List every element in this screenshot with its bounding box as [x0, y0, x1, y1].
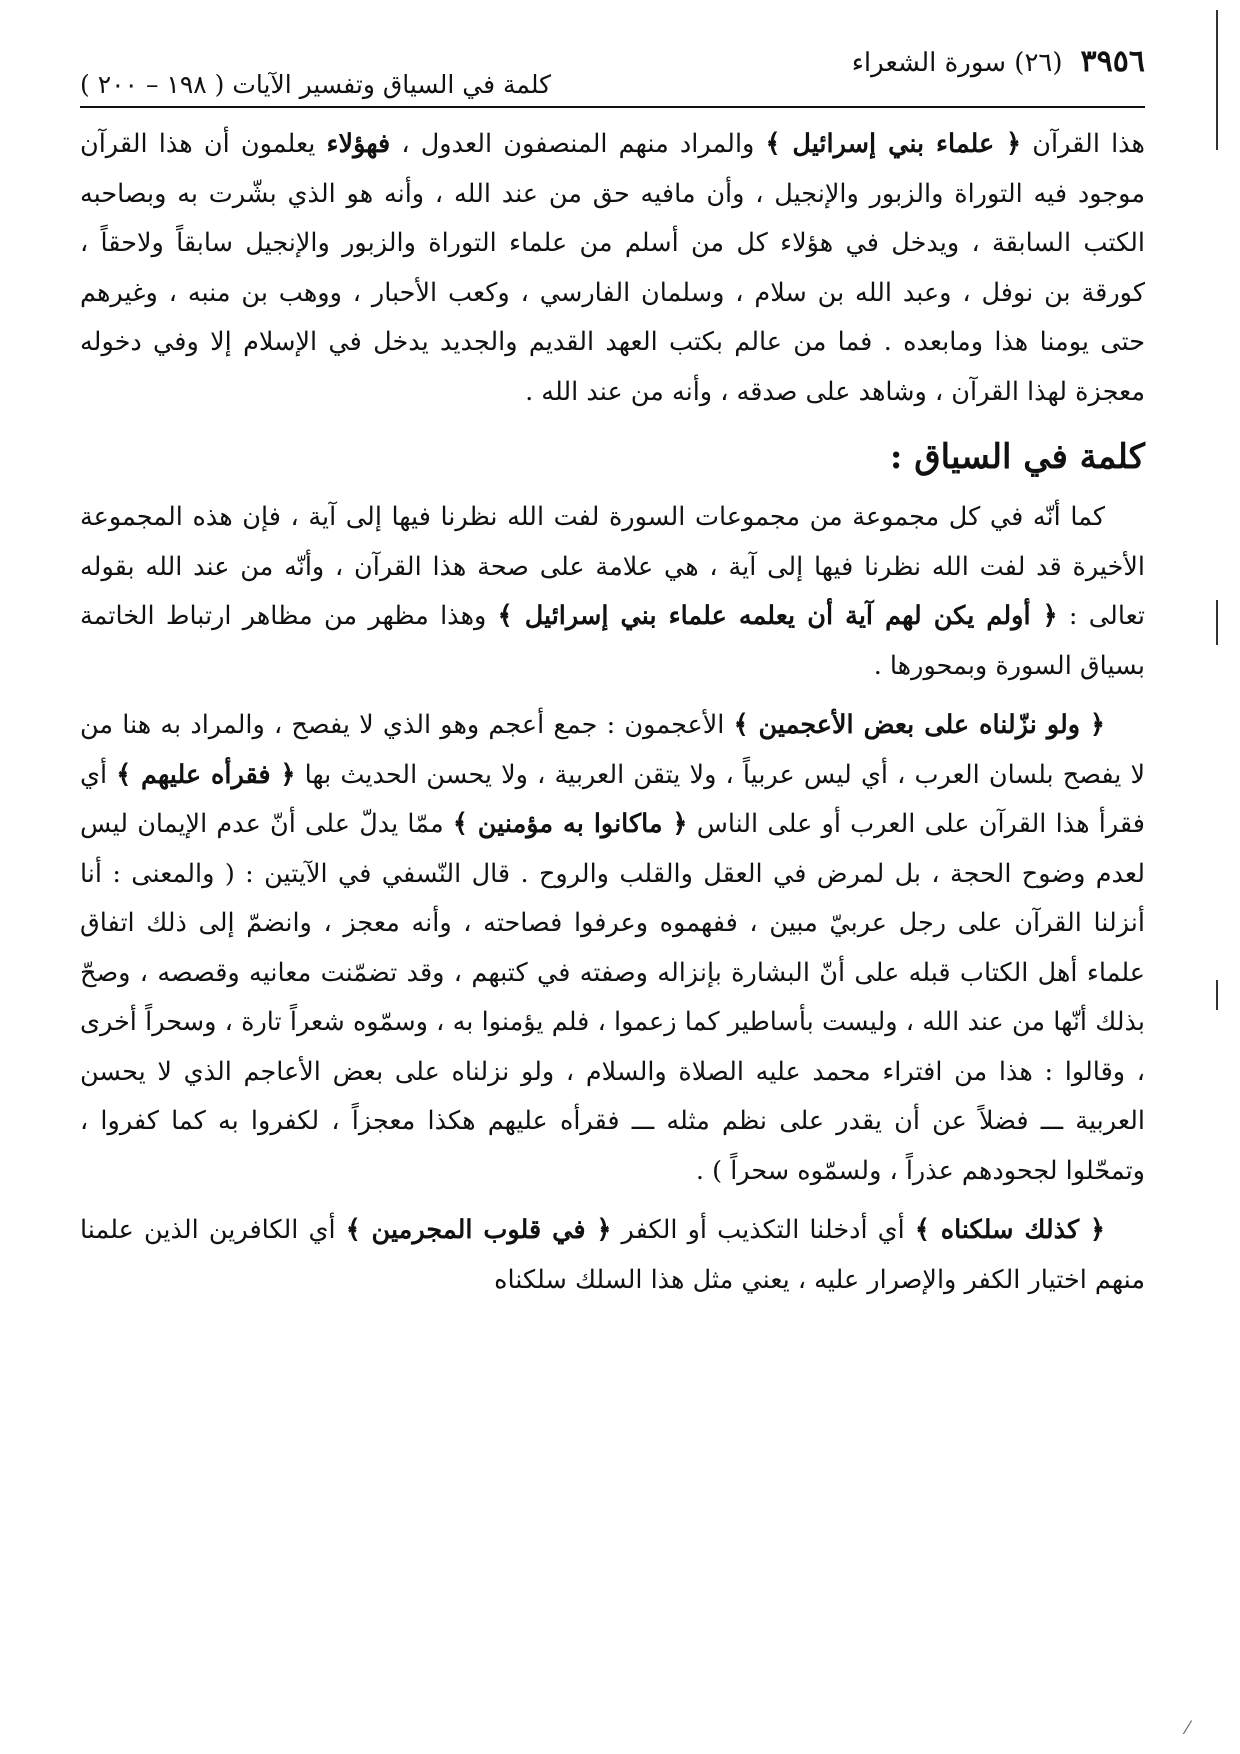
- text-run: وهذا مظهر من مظاهر ارتباط الخاتمة بسياق السورة وبمحورها .: [80, 601, 1145, 681]
- page-body: [80, 120, 1145, 1315]
- quran-quote: ﴿ أولم يكن لهم آية أن يعلمه علماء بني إسرائيل ﴾: [497, 601, 1058, 631]
- paragraph-4: [80, 1206, 1145, 1305]
- quran-quote: ﴿ ولو نزّلناه على بعض الأعجمين ﴾: [733, 710, 1105, 740]
- text-run: كما أنّه في كل مجموعة من مجموعات السورة لفت الله نظرنا فيها إلى آية ، فإن هذه المجموعة الأخيرة قد لفت الله نظرنا فيها إلى آية ، هي علامة على صحة هذا القرآن ، وأنّه من عند الله بقوله تعالى :: [80, 502, 1145, 631]
- scan-edge-line: [1216, 600, 1218, 645]
- text-run: والمراد منهم المنصفون العدول ،: [390, 129, 766, 159]
- header-right: [852, 44, 1145, 79]
- text-run: هذا القرآن: [1021, 129, 1146, 159]
- paragraph-2: [80, 493, 1145, 691]
- text-run: الأعجمون : جمع أعجم وهو الذي لا يفصح ، والمراد به هنا من لا يفصح بلسان العرب ، أي ليس عربياً ، ولا يتقن العربية ، ولا يحسن الحديث بها: [80, 710, 1145, 790]
- quran-quote: ﴿ فقرأه عليهم ﴾: [116, 759, 296, 790]
- running-title: كلمة في السياق وتفسير الآيات ( ١٩٨ – ٢٠٠ ): [80, 70, 552, 99]
- quran-quote: ﴿ ماكانوا به مؤمنين ﴾: [452, 809, 688, 839]
- text-run: أي أدخلنا التكذيب أو الكفر: [611, 1215, 915, 1245]
- page-number: ٣٩٥٦: [1080, 44, 1145, 79]
- text-run: يعلمون أن هذا القرآن موجود فيه التوراة والزبور والإنجيل ، وأن مافيه حق من عند الله ، وأنه هو الذي بشّرت به وبصاحبه الكتب السابقة ، ويدخل في هؤلاء كل من أسلم من علماء التوراة والزبور والإنجيل سابقاً ولاحقاً ، كورقة بن نوفل ، وعبد الله بن سلام ، وسلمان الفارسي ، وكعب الأحبار ، ووهب بن منبه ، وغيرهم حتى يومنا هذا ومابعده . فما من عالم بكتب العهد القديم والجديد يدخل في الإسلام إلا وفي دخوله معجزة لهذا القرآن ، وشاهد على صدقه ، وأنه من عند الله .: [80, 129, 1145, 407]
- scan-edge-line: [1216, 10, 1218, 150]
- corner-mark: ⁄: [1186, 1718, 1190, 1739]
- page-header: [80, 44, 1145, 108]
- quran-quote: ﴿ في قلوب المجرمين ﴾: [345, 1215, 612, 1245]
- text-run: ممّا يدلّ على أنّ عدم الإيمان ليس لعدم وضوح الحجة ، بل لمرض في العقل والقلب والروح . قال النّسفي في الآيتين : ( والمعنى : أنا أنزلنا القرآن على رجل عربيّ مبين ، ففهموه وعرفوا فصاحته ، وأنه معجز ، وانضمّ إلى ذلك اتفاق علماء أهل الكتاب قبله على أنّ البشارة بإنزاله وصفته في كتبهم ، وقد تضمّنت معانيه وقصصه ، وصحّ بذلك أنّها من عند الله ، وليست بأساطير كما زعموا ، فلم يؤمنوا به ، وسمّوه شعراً تارة ، وسحراً أخرى ، وقالوا : هذا من افتراء محمد عليه الصلاة والسلام ، ولو نزلناه على بعض الأعاجم الذي لا يحسن العربية ـــ فضلاً عن أن يقدر على نظم مثله ـــ فقرأه عليهم هكذا معجزاً ، لكفروا به كما كفروا ، وتمحّلوا لجحودهم عذراً ، ولسمّوه سحراً ) .: [80, 809, 1145, 1186]
- surah-name: (٢٦) سورة الشعراء: [851, 48, 1063, 78]
- text-run: أي الكافرين الذين علمنا منهم اختيار الكفر والإصرار عليه ، يعني مثل هذا السلك سلكناه: [80, 1215, 1145, 1295]
- quran-quote: ﴿ علماء بني إسرائيل ﴾: [765, 129, 1022, 159]
- text-run: أي فقرأ هذا القرآن على العرب أو على الناس: [80, 759, 1145, 839]
- emphasis: فهؤلاء: [326, 129, 391, 159]
- paragraph-3: [80, 701, 1145, 1196]
- paragraph-1: [80, 120, 1145, 417]
- scan-edge-line: [1216, 980, 1218, 1010]
- section-title: كلمة في السياق :: [889, 437, 1145, 477]
- quran-quote: ﴿ كذلك سلكناه ﴾: [914, 1215, 1105, 1245]
